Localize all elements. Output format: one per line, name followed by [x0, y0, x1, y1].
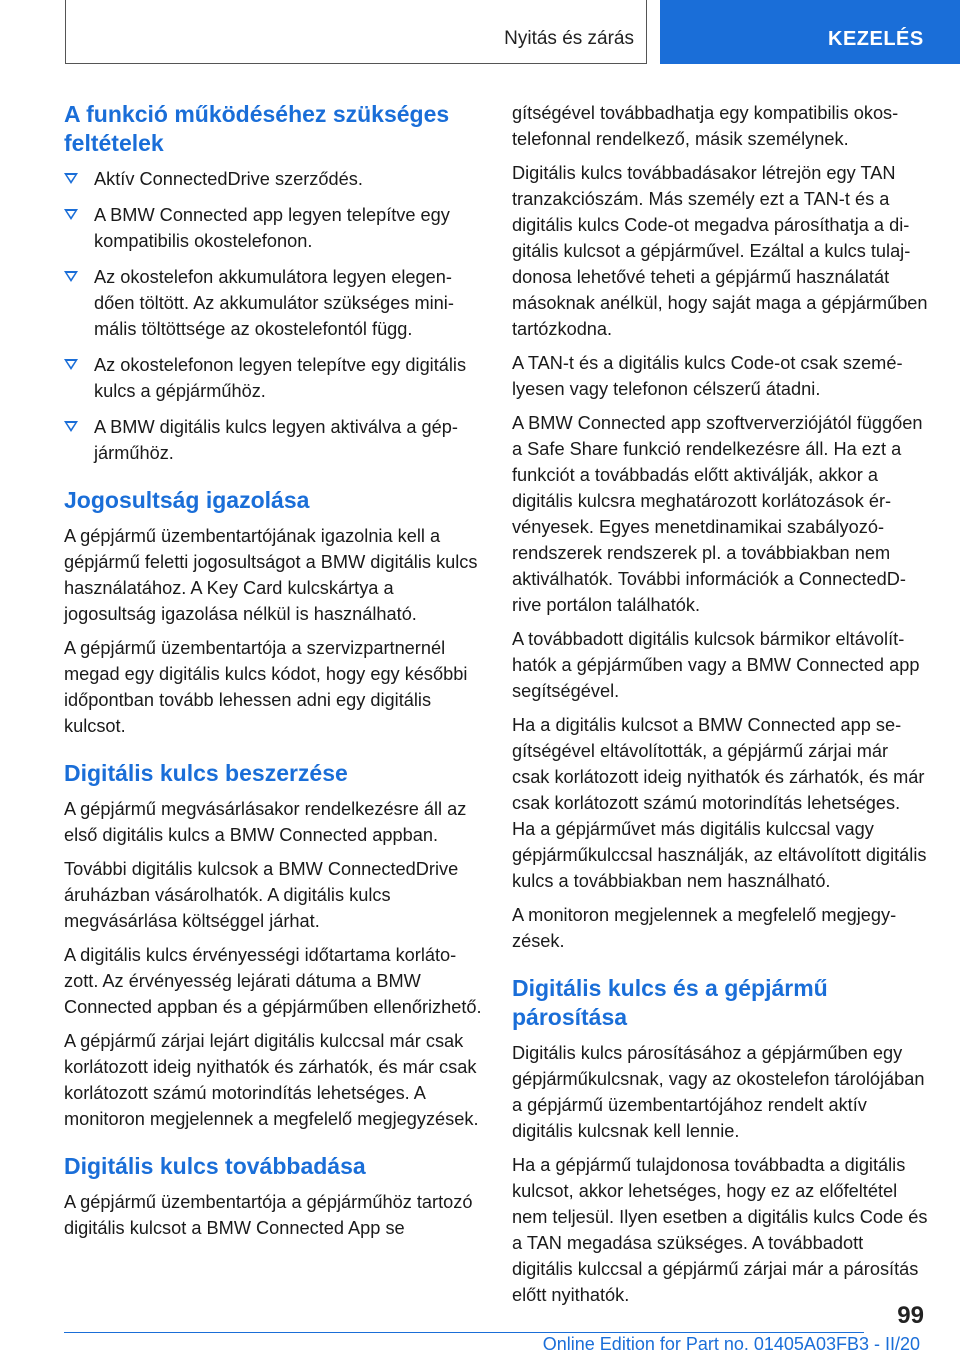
header-chapter-tab — [660, 0, 960, 64]
paragraph: Ha a digitális kulcsot a BMW Connected app segítségével eltávolították, a gépjármű zárjai már csak korlátozott ideig nyithatók és zárhatók, és már csak korlátozott számú motorindítás lehetséges. Ha a gépjárművet más digitális kulccsal vagy gépjárműkulccsal használják, az eltávolított digitális kulcs a továbbiakban nem használható. — [512, 715, 927, 891]
left-column — [64, 100, 482, 1249]
right-column — [512, 100, 928, 1316]
requirements-list — [64, 166, 482, 466]
paragraph: A továbbadott digitális kulcsok bármikor eltávolíthatók a gépjárműben vagy a BMW Connected app segítségével. — [512, 629, 920, 701]
paragraph: További digitális kulcsok a BMW ConnectedDrive áruházban vásárolhatók. A digitális kulcs megvásárlása költséggel járhat. — [64, 859, 459, 931]
heading-authorization: Jogosultság igazolása — [64, 487, 310, 513]
paragraph: A gépjármű üzembentartója a szervizpartnernél megad egy digitális kulcs kódot, hogy egy későbbi időpontban tovább lehessen adni egy digitális kulcsot. — [64, 638, 468, 736]
list-item: A BMW digitális kulcs legyen aktiválva a gépjárműhöz. — [64, 414, 482, 466]
heading-sharing-key: Digitális kulcs továbbadása — [64, 1153, 366, 1179]
paragraph: A gépjármű üzembentartójának igazolnia kell a gépjármű feletti jogosultságot a BMW digitális kulcs használatához. A Key Card kulcskártya a jogosultság igazolása nélkül is használható. — [64, 526, 478, 624]
paragraph: A gépjármű üzembentartója a gépjárműhöz tartozó digitális kulcsot a BMW Connected App se — [64, 1192, 473, 1238]
heading-requirements: A funkció működéséhez szükséges feltételek — [64, 101, 450, 156]
list-item: A BMW Connected app legyen telepítve egy kompatibilis okostelefonon. — [64, 202, 482, 254]
paragraph: A BMW Connected app szoftververziójától függően a Safe Share funkció rendelkezésre áll. Ha ezt a funkciót a továbbadás előtt aktiválják, akkor a digitális kulcsra meghatározott korlátozások érvényesek. Egyes menetdinamikai szabályozórendszerek rendszerek pl. a továbbiakban nem aktiválhatók. További információk a ConnectedDrive portálon találhatók. — [512, 413, 923, 615]
header-section-title: Nyitás és zárás — [504, 28, 634, 49]
footer-divider — [64, 1332, 864, 1333]
triangle-bullet-icon — [64, 173, 78, 184]
paragraph: Ha a gépjármű tulajdonosa továbbadta a digitális kulcsot, akkor lehetséges, hogy ez az előfeltétel nem teljesül. Ilyen esetben a digitális kulcs Code és a TAN megadása szükséges. A továbbadott digitális kulccsal a gépjármű zárjai már a párosítás előtt nyithatók. — [512, 1155, 928, 1305]
paragraph: A gépjármű zárjai lejárt digitális kulccsal már csak korlátozott ideig nyithatók és zárhatók, és már csak korlátozott számú motorindítás lehetséges. A monitoron megjelennek a megfelelő megjegyzések. — [64, 1031, 479, 1129]
footer-edition-link[interactable]: Online Edition for Part no. 01405A03FB3 - II/20 — [542, 1334, 920, 1354]
list-item: Az okostelefon akkumulátora legyen elegendően töltött. Az akkumulátor szükséges minimális töltöttsége az okostelefontól függ. — [64, 264, 482, 342]
triangle-bullet-icon — [64, 359, 78, 370]
paragraph: A digitális kulcs érvényességi időtartama korlátozott. Az érvényesség lejárati dátuma a BMW Connected appban és a gépjárműben ellenőrizhető. — [64, 945, 482, 1017]
heading-obtaining-key: Digitális kulcs beszerzése — [64, 760, 348, 786]
header-chapter-label: KEZELÉS — [828, 28, 924, 50]
list-item: Az okostelefonon legyen telepítve egy digitális kulcs a gépjárműhöz. — [64, 352, 482, 404]
paragraph: A gépjármű megvásárlásakor rendelkezésre áll az első digitális kulcs a BMW Connected appban. — [64, 799, 467, 845]
triangle-bullet-icon — [64, 421, 78, 432]
paragraph: A monitoron megjelennek a megfelelő megjegyzések. — [512, 905, 897, 951]
paragraph: Digitális kulcs párosításához a gépjárműben egy gépjárműkulcsnak, vagy az okostelefon tárolójában a gépjármű üzembentartójához rendelt aktív digitális kulcsnak kell lennie. — [512, 1043, 925, 1141]
paragraph: A TAN-t és a digitális kulcs Code-ot csak személyesen vagy telefonon célszerű átadni. — [512, 353, 903, 399]
header-frame — [65, 0, 647, 64]
paragraph: gítségével továbbadhatja egy kompatibilis okostelefonnal rendelkező, másik személynek. — [512, 103, 899, 149]
triangle-bullet-icon — [64, 271, 78, 282]
list-item: Aktív ConnectedDrive szerződés. — [64, 166, 482, 192]
page-number: 99 — [897, 1302, 924, 1329]
paragraph: Digitális kulcs továbbadásakor létrejön egy TAN tranzakciószám. Más személy ezt a TAN-t és a digitális kulcs Code-ot megadva párosíthatja a digitális kulcsot a gépjárművel. Ezáltal a kulcs tulajdonosa lehetővé teheti a gépjármű használatát másoknak anélkül, hogy saját maga a gépjárműben tartózkodna. — [512, 163, 928, 339]
triangle-bullet-icon — [64, 209, 78, 220]
heading-pairing: Digitális kulcs és a gépjármű párosítása — [512, 975, 828, 1030]
